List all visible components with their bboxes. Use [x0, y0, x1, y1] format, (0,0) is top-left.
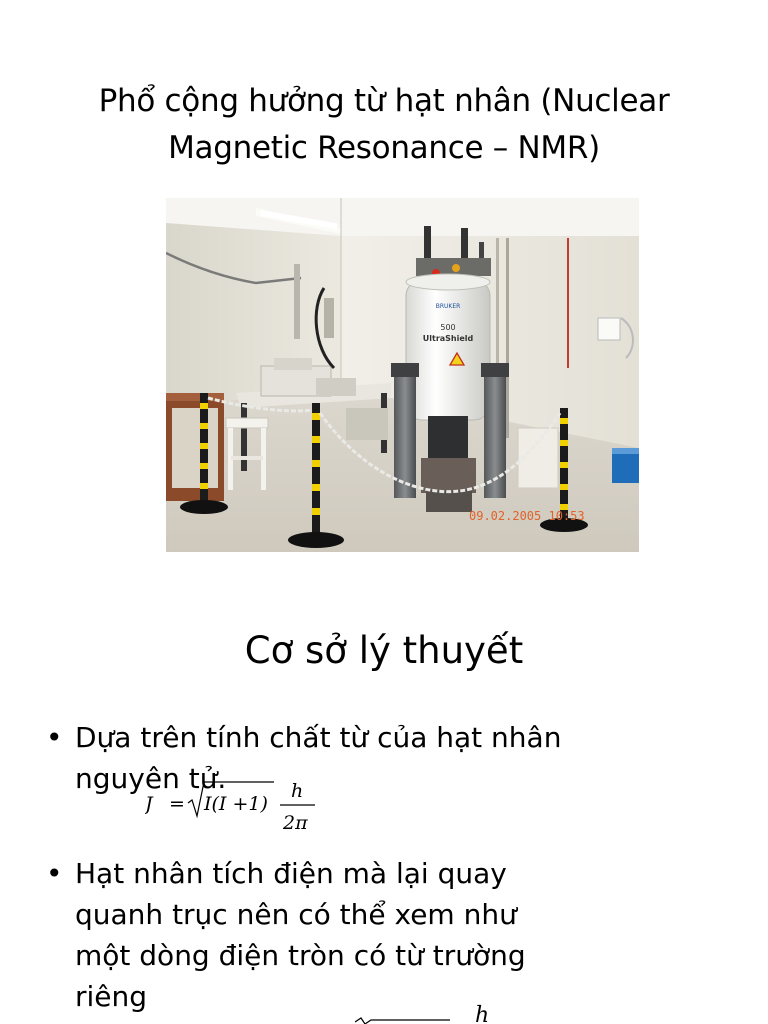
section-heading: Cơ sở lý thuyết — [244, 629, 524, 672]
bullet-marker: • — [46, 721, 63, 754]
magnetic-moment-formula-partial — [355, 1000, 515, 1024]
formula2-numerator: h — [475, 1003, 490, 1024]
magnet-model-name: UltraShield — [422, 334, 474, 343]
angular-momentum-formula — [145, 774, 325, 840]
bullet-text: Hạt nhân tích điện mà lại quay quanh trục nên có thể xem như một dòng điện tròn có từ trường riêng — [75, 857, 526, 1013]
magnet-brand-text: BRUKER — [435, 303, 461, 310]
formula-equals: = — [169, 793, 185, 815]
formula-denominator: 2π — [283, 812, 308, 834]
nmr-spectrometer-photo — [166, 198, 639, 552]
nmr-lab-illustration — [166, 198, 639, 552]
bullet-text: Dựa trên tính chất từ của hạt nhân nguyên tử. — [75, 721, 562, 795]
photo-timestamp: 09.02.2005 10:53 — [469, 509, 585, 523]
slide-title: Phổ cộng hưởng từ hạt nhân (Nuclear Magnetic Resonance – NMR) — [98, 83, 670, 166]
formula-radicand: I(I +1) — [204, 793, 268, 815]
formula-lhs: J — [145, 793, 153, 815]
magnet-model-number: 500 — [440, 323, 456, 332]
sqrt-sign — [355, 1018, 450, 1024]
formula-numerator: h — [291, 780, 304, 802]
bullet-marker: • — [46, 857, 63, 890]
